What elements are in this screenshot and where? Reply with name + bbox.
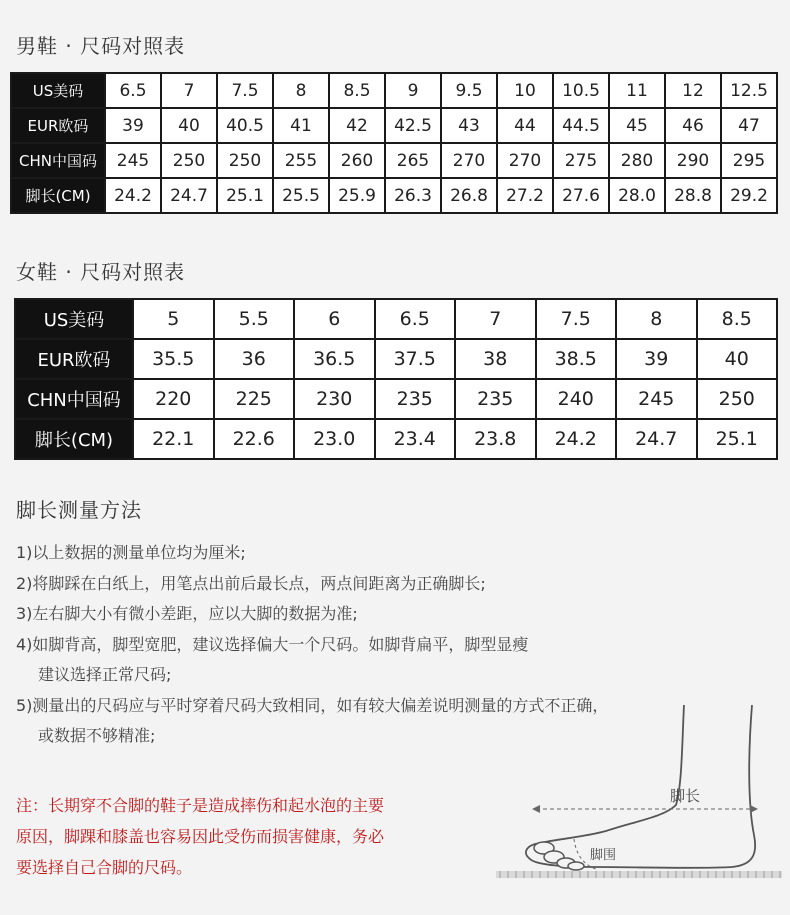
size-cell: 8.5 — [329, 73, 385, 108]
size-cell: 7.5 — [536, 299, 617, 339]
size-cell: 27.2 — [497, 178, 553, 213]
size-cell: 8.5 — [697, 299, 778, 339]
row-header: 脚长(CM) — [15, 419, 133, 459]
row-header: CHN中国码 — [11, 143, 105, 178]
size-cell: 245 — [616, 379, 697, 419]
method-line: 1)以上数据的测量单位均为厘米; — [16, 543, 246, 562]
girth-label: 脚围 — [590, 848, 617, 863]
size-cell: 25.5 — [273, 178, 329, 213]
size-row — [11, 178, 777, 213]
size-cell: 12.5 — [721, 73, 777, 108]
size-cell: 28.0 — [609, 178, 665, 213]
size-cell: 235 — [455, 379, 536, 419]
size-cell: 24.7 — [161, 178, 217, 213]
row-header: US美码 — [15, 299, 133, 339]
note-line: 注：长期穿不合脚的鞋子是造成摔伤和起水泡的主要 — [16, 796, 385, 815]
row-header: 脚长(CM) — [11, 178, 105, 213]
method-line: 2)将脚踩在白纸上，用笔点出前后最长点，两点间距离为正确脚长; — [16, 573, 486, 593]
health-note — [16, 790, 496, 883]
size-cell: 38 — [455, 339, 536, 379]
size-cell: 250 — [217, 143, 273, 178]
size-cell: 26.8 — [441, 178, 497, 213]
size-cell: 7.5 — [217, 73, 273, 108]
method-item — [16, 538, 608, 569]
note-line: 要选择自己合脚的尺码。 — [16, 858, 193, 877]
size-cell: 24.2 — [105, 178, 161, 213]
size-cell: 47 — [721, 108, 777, 143]
size-cell: 39 — [105, 108, 161, 143]
size-cell: 10.5 — [553, 73, 609, 108]
method-title: 脚长测量方法 — [16, 498, 142, 522]
size-cell: 24.2 — [536, 419, 617, 459]
size-cell: 29.2 — [721, 178, 777, 213]
row-header: EUR欧码 — [15, 339, 133, 379]
method-line: 5)测量出的尺码应与平时穿着尺码大致相同，如有较大偏差说明测量的方式不正确， — [16, 695, 609, 715]
method-line: 或数据不够精准; — [38, 726, 156, 745]
size-cell: 44 — [497, 108, 553, 143]
size-cell: 270 — [441, 143, 497, 178]
size-cell: 5 — [133, 299, 214, 339]
size-cell: 23.0 — [294, 419, 375, 459]
size-row — [11, 143, 777, 178]
size-cell: 235 — [375, 379, 456, 419]
women-size-table — [14, 298, 778, 460]
size-cell: 25.9 — [329, 178, 385, 213]
size-cell: 10 — [497, 73, 553, 108]
size-cell: 255 — [273, 143, 329, 178]
size-cell: 240 — [536, 379, 617, 419]
length-arrow-right-head — [750, 805, 758, 813]
men-size-title: 男鞋 · 尺码对照表 — [16, 34, 186, 58]
size-cell: 250 — [161, 143, 217, 178]
size-cell: 23.8 — [455, 419, 536, 459]
method-item — [16, 599, 608, 630]
size-row — [15, 379, 777, 419]
size-cell: 5.5 — [214, 299, 295, 339]
size-cell: 24.7 — [616, 419, 697, 459]
size-cell: 25.1 — [217, 178, 273, 213]
row-header: EUR欧码 — [11, 108, 105, 143]
size-cell: 43 — [441, 108, 497, 143]
size-cell: 46 — [665, 108, 721, 143]
size-cell: 270 — [497, 143, 553, 178]
row-header: US美码 — [11, 73, 105, 108]
size-cell: 22.6 — [214, 419, 295, 459]
size-cell: 290 — [665, 143, 721, 178]
method-item — [16, 569, 608, 600]
size-cell: 6.5 — [375, 299, 456, 339]
size-cell: 38.5 — [536, 339, 617, 379]
size-cell: 230 — [294, 379, 375, 419]
size-cell: 23.4 — [375, 419, 456, 459]
foot-measure-diagram — [496, 705, 786, 890]
size-cell: 40 — [697, 339, 778, 379]
size-cell: 7 — [455, 299, 536, 339]
size-cell: 245 — [105, 143, 161, 178]
size-cell: 36.5 — [294, 339, 375, 379]
size-cell: 7 — [161, 73, 217, 108]
size-cell: 12 — [665, 73, 721, 108]
size-cell: 9.5 — [441, 73, 497, 108]
size-cell: 42.5 — [385, 108, 441, 143]
length-arrow-left-head — [532, 805, 540, 813]
length-label: 脚长 — [670, 787, 701, 805]
method-line: 建议选择正常尺码; — [38, 665, 172, 684]
size-cell: 36 — [214, 339, 295, 379]
size-cell: 42 — [329, 108, 385, 143]
note-line: 原因，脚踝和膝盖也容易因此受伤而损害健康，务必 — [16, 827, 385, 846]
method-line: 3)左右脚大小有微小差距，应以大脚的数据为准; — [16, 604, 358, 623]
size-cell: 44.5 — [553, 108, 609, 143]
size-cell: 41 — [273, 108, 329, 143]
foot-outline — [526, 705, 755, 868]
row-header: CHN中国码 — [15, 379, 133, 419]
size-cell: 11 — [609, 73, 665, 108]
size-cell: 250 — [697, 379, 778, 419]
ground-strip — [496, 871, 782, 878]
size-cell: 225 — [214, 379, 295, 419]
women-size-title: 女鞋 · 尺码对照表 — [16, 260, 186, 284]
size-cell: 26.3 — [385, 178, 441, 213]
size-cell: 260 — [329, 143, 385, 178]
size-row — [15, 299, 777, 339]
size-cell: 265 — [385, 143, 441, 178]
men-size-table — [10, 72, 778, 214]
size-cell: 37.5 — [375, 339, 456, 379]
size-cell: 45 — [609, 108, 665, 143]
size-cell: 8 — [616, 299, 697, 339]
size-cell: 275 — [553, 143, 609, 178]
size-cell: 295 — [721, 143, 777, 178]
method-item — [16, 630, 608, 691]
size-cell: 40 — [161, 108, 217, 143]
method-line: 4)如脚背高，脚型宽肥，建议选择偏大一个尺码。如脚背扁平，脚型显瘦 — [16, 634, 529, 654]
size-cell: 35.5 — [133, 339, 214, 379]
size-cell: 8 — [273, 73, 329, 108]
size-cell: 280 — [609, 143, 665, 178]
size-cell: 6 — [294, 299, 375, 339]
size-cell: 28.8 — [665, 178, 721, 213]
size-cell: 9 — [385, 73, 441, 108]
size-row — [11, 108, 777, 143]
size-row — [15, 339, 777, 379]
toes — [534, 842, 584, 870]
size-cell: 25.1 — [697, 419, 778, 459]
size-row — [15, 419, 777, 459]
size-cell: 220 — [133, 379, 214, 419]
size-cell: 22.1 — [133, 419, 214, 459]
size-cell: 39 — [616, 339, 697, 379]
size-cell: 27.6 — [553, 178, 609, 213]
size-row — [11, 73, 777, 108]
size-cell: 40.5 — [217, 108, 273, 143]
size-cell: 6.5 — [105, 73, 161, 108]
